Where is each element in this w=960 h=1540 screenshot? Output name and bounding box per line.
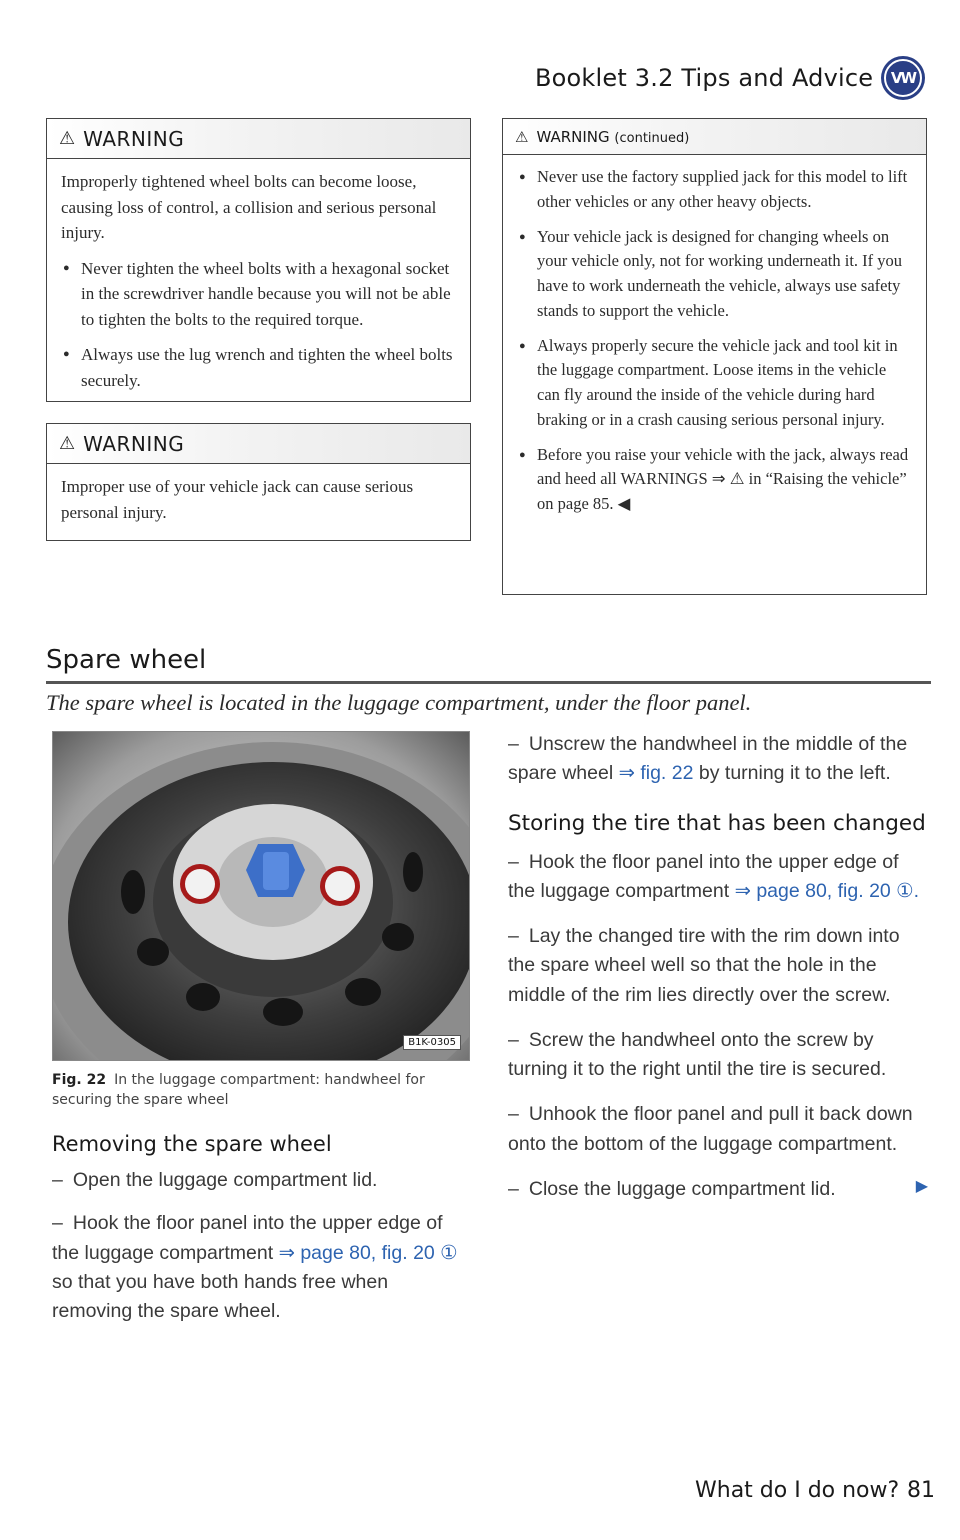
storing-step-text: Hook the floor panel into the upper edge of the luggage compartment bbox=[508, 850, 899, 902]
continue-arrow-icon: ▶ bbox=[915, 1177, 928, 1195]
vw-logo-icon bbox=[881, 56, 925, 100]
warning-bullet: ● Always use the lug wrench and tighten the wheel bolts securely. bbox=[61, 342, 456, 393]
storing-step-text: Screw the handwheel onto the screw by turning it to the right until the tire is secured. bbox=[508, 1028, 887, 1080]
page-reference-link[interactable]: ⇒ page 80, fig. 20 ① bbox=[278, 1241, 458, 1264]
warning-triangle-icon: ⚠ bbox=[59, 433, 76, 454]
warning-body bbox=[47, 159, 470, 411]
warning-header bbox=[47, 424, 470, 464]
figure-caption bbox=[52, 1070, 472, 1111]
unscrew-step-text: Unscrew the handwheel in the middle of the spare wheel bbox=[508, 733, 908, 785]
removing-step-tail: so that you have both hands free when removing the spare wheel. bbox=[52, 1270, 389, 1322]
warning-text: Improper use of your vehicle jack can cause serious personal injury. bbox=[61, 477, 414, 522]
unscrew-step-tail: by turning it to the left. bbox=[698, 762, 891, 785]
vw-logo-text: VW bbox=[884, 59, 922, 97]
warning-triangle-icon: ⚠ bbox=[515, 127, 529, 146]
warning-intro: Improperly tightened wheel bolts can become loose, causing loss of control, a collision and serious personal injury. bbox=[61, 172, 437, 242]
removing-heading: Removing the spare wheel bbox=[52, 1132, 332, 1156]
warning-header bbox=[503, 119, 926, 155]
warning-header bbox=[47, 119, 470, 159]
figure-caption-text: In the luggage compartment: handwheel for securing the spare wheel bbox=[52, 1072, 425, 1109]
warning-label-suffix: (continued) bbox=[614, 130, 690, 146]
figure-code-tag: B1K-0305 bbox=[403, 1035, 461, 1050]
storing-step-text: Unhook the floor panel and pull it back down onto the bottom of the luggage compartment. bbox=[508, 1103, 913, 1155]
page-footer bbox=[695, 1475, 935, 1505]
warning-label bbox=[536, 128, 689, 146]
warning-label-text: WARNING bbox=[536, 127, 610, 146]
storing-step: – Hook the floor panel into the upper edge of the luggage compartment ⇒ page 80, fig. 20 ①. bbox=[508, 850, 920, 902]
warning-box-wheel-bolts bbox=[46, 118, 471, 402]
storing-step-text: Close the luggage compartment lid. bbox=[528, 1177, 836, 1200]
warning-bullet: ● Before you raise your vehicle with the jack, always read and heed all WARNINGS ⇒ ⚠ in “Raising the vehicle” on page 85. ◀ bbox=[517, 443, 912, 517]
page-header bbox=[535, 58, 925, 98]
removing-section bbox=[52, 1132, 472, 1326]
booklet-title: Booklet 3.2 Tips and Advice bbox=[535, 64, 874, 92]
warning-label: WARNING bbox=[83, 126, 185, 151]
figure-reference-link[interactable]: ⇒ fig. 22 bbox=[618, 762, 694, 785]
warning-triangle-icon: ⚠ bbox=[59, 128, 76, 149]
storing-step-text: Lay the changed tire with the rim down into the spare wheel well so that the hole in the middle of the rim lies directly over the screw. bbox=[508, 925, 900, 1006]
section-divider bbox=[46, 681, 931, 684]
removing-step-text: Hook the floor panel into the upper edge of the luggage compartment bbox=[52, 1212, 443, 1264]
removing-step: – Open the luggage compartment lid. bbox=[52, 1169, 378, 1191]
warning-label: WARNING bbox=[83, 431, 185, 456]
warning-bullet: ● Never tighten the wheel bolts with a hexagonal socket in the screwdriver handle because you will not be able to tighten the bolts to the required torque. bbox=[61, 256, 456, 333]
page-reference-link[interactable]: ⇒ page 80, fig. 20 ①. bbox=[734, 879, 920, 902]
warning-bullet: ● Your vehicle jack is designed for changing wheels on your vehicle only, not for working underneath it. If you have to work underneath the vehicle, always use safety stands to support the vehicle. bbox=[517, 225, 912, 324]
chapter-title: What do I do now? bbox=[695, 1477, 900, 1503]
warning-bullet: ● Always properly secure the vehicle jack and tool kit in the luggage compartment. Loose items in the vehicle can fly around the inside of the vehicle during hard braking or in a crash causing serious personal injury. bbox=[517, 334, 912, 433]
warning-body bbox=[47, 464, 470, 543]
warning-bullet: ● Never use the factory supplied jack for this model to lift other vehicles or any other heavy objects. bbox=[517, 165, 912, 215]
storing-heading: Storing the tire that has been changed bbox=[508, 810, 926, 836]
warning-box-continued bbox=[502, 118, 927, 595]
figure-number: Fig. 22 bbox=[52, 1072, 107, 1088]
storing-step: – Screw the handwheel onto the screw by turning it to the right until the tire is secured. bbox=[508, 1028, 887, 1080]
removing-step: – Hook the floor panel into the upper edge of the luggage compartment ⇒ page 80, fig. 20 ① so that you have both hands free when removing the spare wheel. bbox=[52, 1212, 458, 1322]
storing-step: – Unhook the floor panel and pull it back down onto the bottom of the luggage compartment. bbox=[508, 1103, 913, 1155]
warning-body bbox=[503, 155, 926, 535]
unscrew-step: – Unscrew the handwheel in the middle of the spare wheel ⇒ fig. 22 by turning it to the left. bbox=[508, 733, 908, 785]
spare-wheel-illustration bbox=[53, 732, 470, 1061]
section-intro: The spare wheel is located in the luggage compartment, under the floor panel. bbox=[46, 690, 752, 715]
spare-wheel-photo bbox=[52, 731, 470, 1061]
page-number: 81 bbox=[907, 1477, 935, 1503]
section-title: Spare wheel bbox=[46, 645, 207, 675]
warning-box-jack bbox=[46, 423, 471, 541]
right-column bbox=[508, 730, 928, 1204]
storing-step: – Close the luggage compartment lid. ▶ bbox=[508, 1175, 928, 1204]
removing-step-text: Open the luggage compartment lid. bbox=[72, 1169, 378, 1191]
storing-step: – Lay the changed tire with the rim down into the spare wheel well so that the hole in the middle of the rim lies directly over the screw. bbox=[508, 925, 900, 1006]
